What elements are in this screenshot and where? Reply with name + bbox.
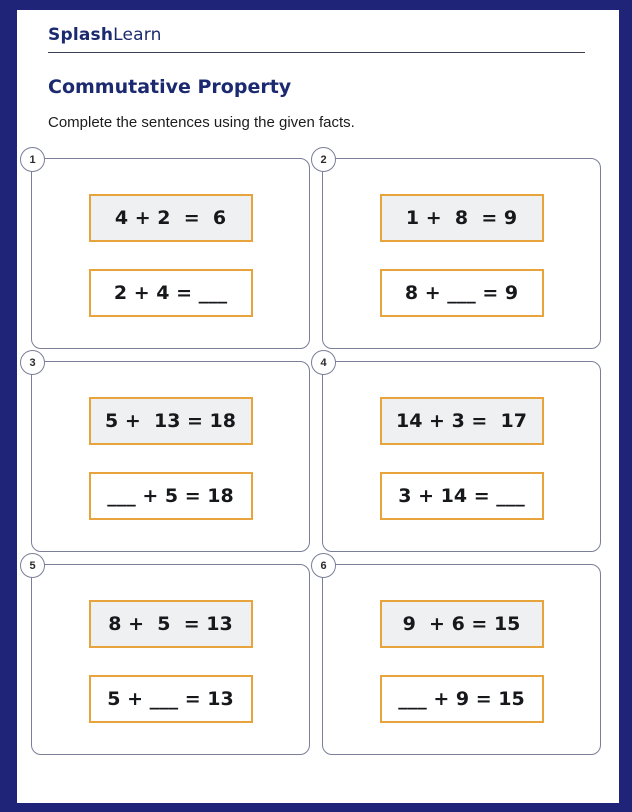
problem-card-2 (320, 153, 601, 349)
problem-number-badge: 5 (20, 553, 45, 578)
problem-card-6 (320, 559, 601, 755)
header (48, 25, 585, 131)
given-fact-box: 1 + 8 = 9 (380, 194, 544, 242)
problem-card-5 (29, 559, 310, 755)
problem-number-badge: 2 (311, 147, 336, 172)
fill-in-sentence-box: 2 + 4 = ___ (89, 269, 253, 317)
logo-text-light: Learn (113, 25, 162, 45)
given-fact-box: 4 + 2 = 6 (89, 194, 253, 242)
given-fact-box: 9 + 6 = 15 (380, 600, 544, 648)
splashlearn-logo (48, 25, 585, 45)
problem-number-badge: 1 (20, 147, 45, 172)
problem-number-badge: 3 (20, 350, 45, 375)
worksheet-page (17, 10, 619, 803)
problems-grid (29, 153, 601, 755)
problem-card-4 (320, 356, 601, 552)
fill-in-sentence-box: 5 + ___ = 13 (89, 675, 253, 723)
fill-in-sentence-box: 3 + 14 = ___ (380, 472, 544, 520)
problem-number-badge: 4 (311, 350, 336, 375)
given-fact-box: 8 + 5 = 13 (89, 600, 253, 648)
fill-in-sentence-box: ___ + 9 = 15 (380, 675, 544, 723)
logo-text-bold: Splash (48, 25, 114, 45)
problem-number-badge: 6 (311, 553, 336, 578)
page-title: Commutative Property (48, 76, 292, 98)
instruction-text: Complete the sentences using the given facts. (48, 114, 355, 131)
problem-card-1 (29, 153, 310, 349)
given-fact-box: 14 + 3 = 17 (380, 397, 544, 445)
fill-in-sentence-box: ___ + 5 = 18 (89, 472, 253, 520)
problem-card-3 (29, 356, 310, 552)
header-divider (48, 52, 585, 53)
fill-in-sentence-box: 8 + ___ = 9 (380, 269, 544, 317)
given-fact-box: 5 + 13 = 18 (89, 397, 253, 445)
